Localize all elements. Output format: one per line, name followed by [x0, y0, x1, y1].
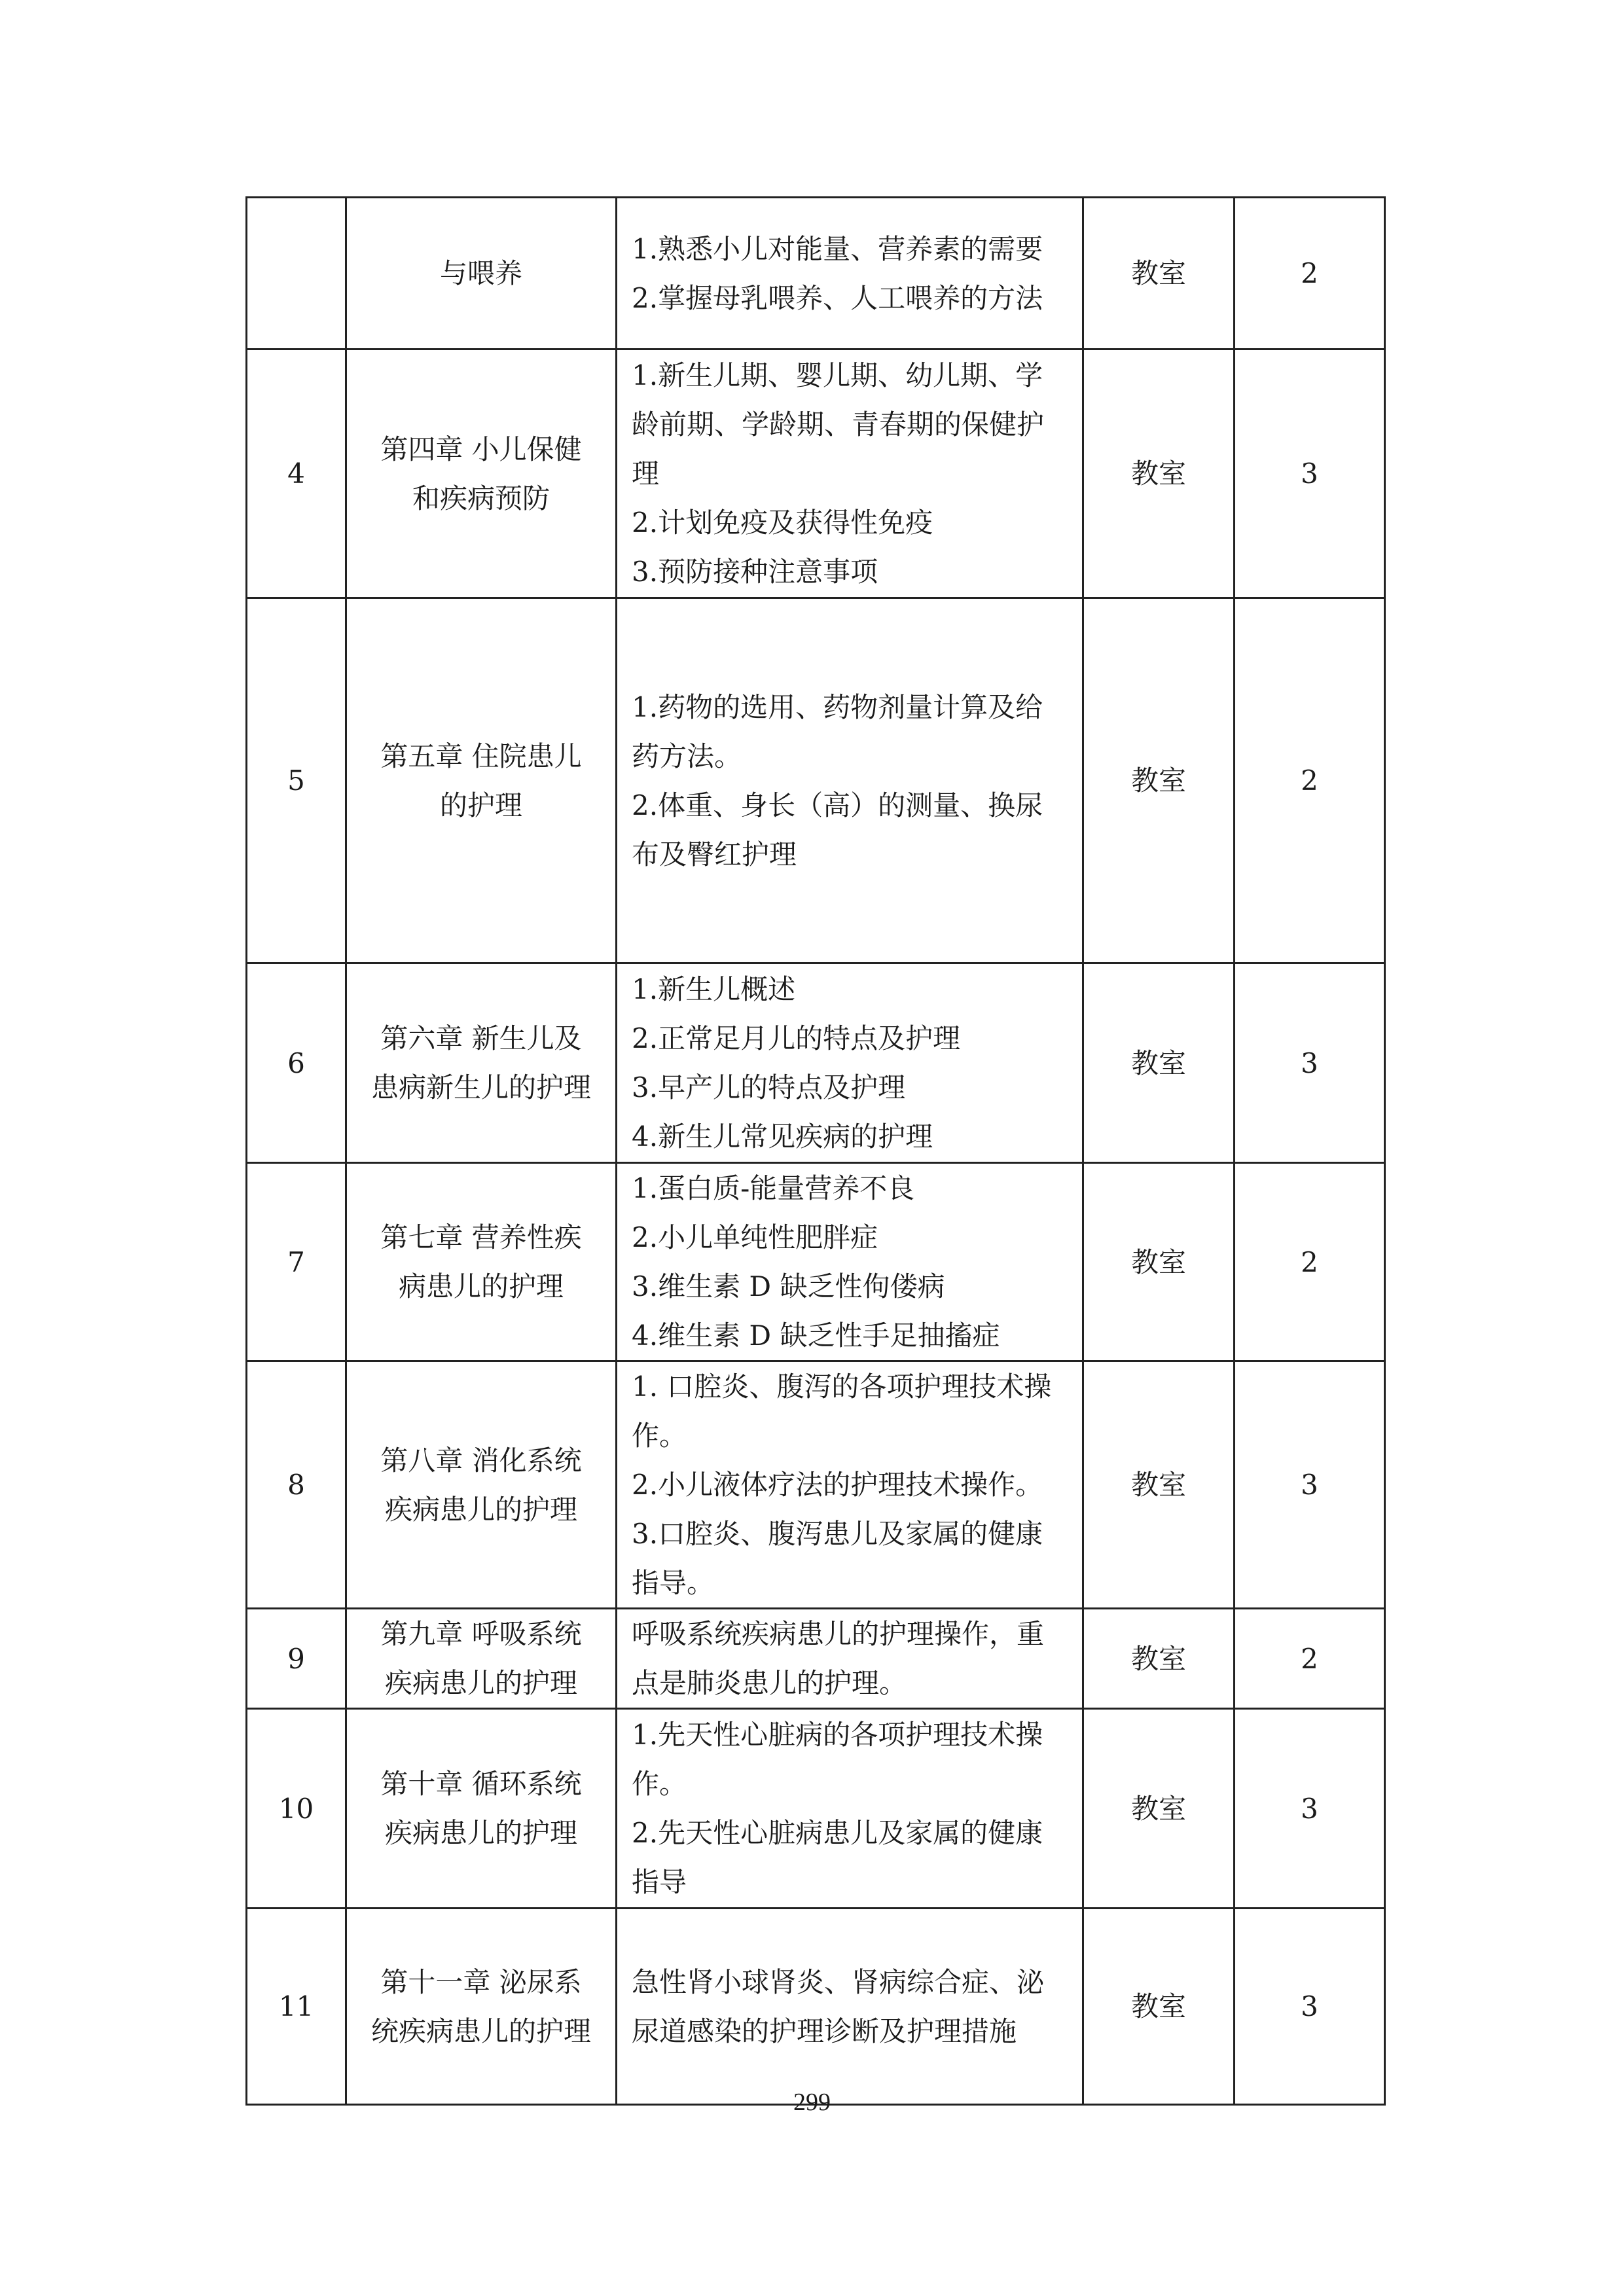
row-number: 8 [247, 1361, 346, 1609]
table-row [247, 598, 1385, 963]
row-number: 6 [247, 963, 346, 1163]
teaching-content: 1.蛋白质-能量营养不良 2.小儿单纯性肥胖症 3.维生素 D 缺乏性佝偻病 4.维生素 D 缺乏性手足抽搐症 [617, 1163, 1083, 1361]
chapter-title: 第四章 小儿保健 和疾病预防 [346, 350, 617, 598]
table-row [247, 1709, 1385, 1909]
class-hours: 3 [1235, 350, 1385, 598]
venue: 教室 [1083, 1909, 1235, 2105]
syllabus-table [245, 196, 1386, 2106]
teaching-content: 1.药物的选用、药物剂量计算及给 药方法。 2.体重、身长（高）的测量、换尿 布及臀红护理 [617, 598, 1083, 963]
row-number: 5 [247, 598, 346, 963]
venue: 教室 [1083, 1609, 1235, 1709]
teaching-content: 1.新生儿概述 2.正常足月儿的特点及护理 3.早产儿的特点及护理 4.新生儿常见疾病的护理 [617, 963, 1083, 1163]
row-number: 11 [247, 1909, 346, 2105]
row-number: 9 [247, 1609, 346, 1709]
venue: 教室 [1083, 598, 1235, 963]
class-hours: 2 [1235, 1163, 1385, 1361]
row-number [247, 198, 346, 350]
table-row [247, 1361, 1385, 1609]
table-row [247, 1609, 1385, 1709]
chapter-title: 第十一章 泌尿系 统疾病患儿的护理 [346, 1909, 617, 2105]
venue: 教室 [1083, 963, 1235, 1163]
table-row [247, 1163, 1385, 1361]
row-number: 7 [247, 1163, 346, 1361]
venue: 教室 [1083, 1361, 1235, 1609]
teaching-content: 1.熟悉小儿对能量、营养素的需要 2.掌握母乳喂养、人工喂养的方法 [617, 198, 1083, 350]
chapter-title: 第八章 消化系统 疾病患儿的护理 [346, 1361, 617, 1609]
venue: 教室 [1083, 1163, 1235, 1361]
class-hours: 3 [1235, 963, 1385, 1163]
teaching-content: 1.先天性心脏病的各项护理技术操 作。 2.先天性心脏病患儿及家属的健康 指导 [617, 1709, 1083, 1909]
chapter-title: 第九章 呼吸系统 疾病患儿的护理 [346, 1609, 617, 1709]
table-row [247, 198, 1385, 350]
chapter-title: 第五章 住院患儿 的护理 [346, 598, 617, 963]
class-hours: 2 [1235, 198, 1385, 350]
teaching-content: 呼吸系统疾病患儿的护理操作，重 点是肺炎患儿的护理。 [617, 1609, 1083, 1709]
table-row [247, 1909, 1385, 2105]
venue: 教室 [1083, 1709, 1235, 1909]
venue: 教室 [1083, 350, 1235, 598]
chapter-title: 第十章 循环系统 疾病患儿的护理 [346, 1709, 617, 1909]
page-number: 299 [793, 2089, 831, 2116]
class-hours: 3 [1235, 1709, 1385, 1909]
class-hours: 3 [1235, 1909, 1385, 2105]
chapter-title: 第六章 新生儿及 患病新生儿的护理 [346, 963, 617, 1163]
chapter-title: 第七章 营养性疾 病患儿的护理 [346, 1163, 617, 1361]
teaching-content: 急性肾小球肾炎、肾病综合症、泌 尿道感染的护理诊断及护理措施 [617, 1909, 1083, 2105]
class-hours: 3 [1235, 1361, 1385, 1609]
row-number: 4 [247, 350, 346, 598]
class-hours: 2 [1235, 598, 1385, 963]
row-number: 10 [247, 1709, 346, 1909]
table-row [247, 350, 1385, 598]
table-row [247, 963, 1385, 1163]
class-hours: 2 [1235, 1609, 1385, 1709]
venue: 教室 [1083, 198, 1235, 350]
teaching-content: 1.新生儿期、婴儿期、幼儿期、学 龄前期、学龄期、青春期的保健护 理 2.计划免疫及获得性免疫 3.预防接种注意事项 [617, 350, 1083, 598]
chapter-title: 与喂养 [346, 198, 617, 350]
teaching-content: 1. 口腔炎、腹泻的各项护理技术操 作。 2.小儿液体疗法的护理技术操作。 3.口腔炎、腹泻患儿及家属的健康 指导。 [617, 1361, 1083, 1609]
